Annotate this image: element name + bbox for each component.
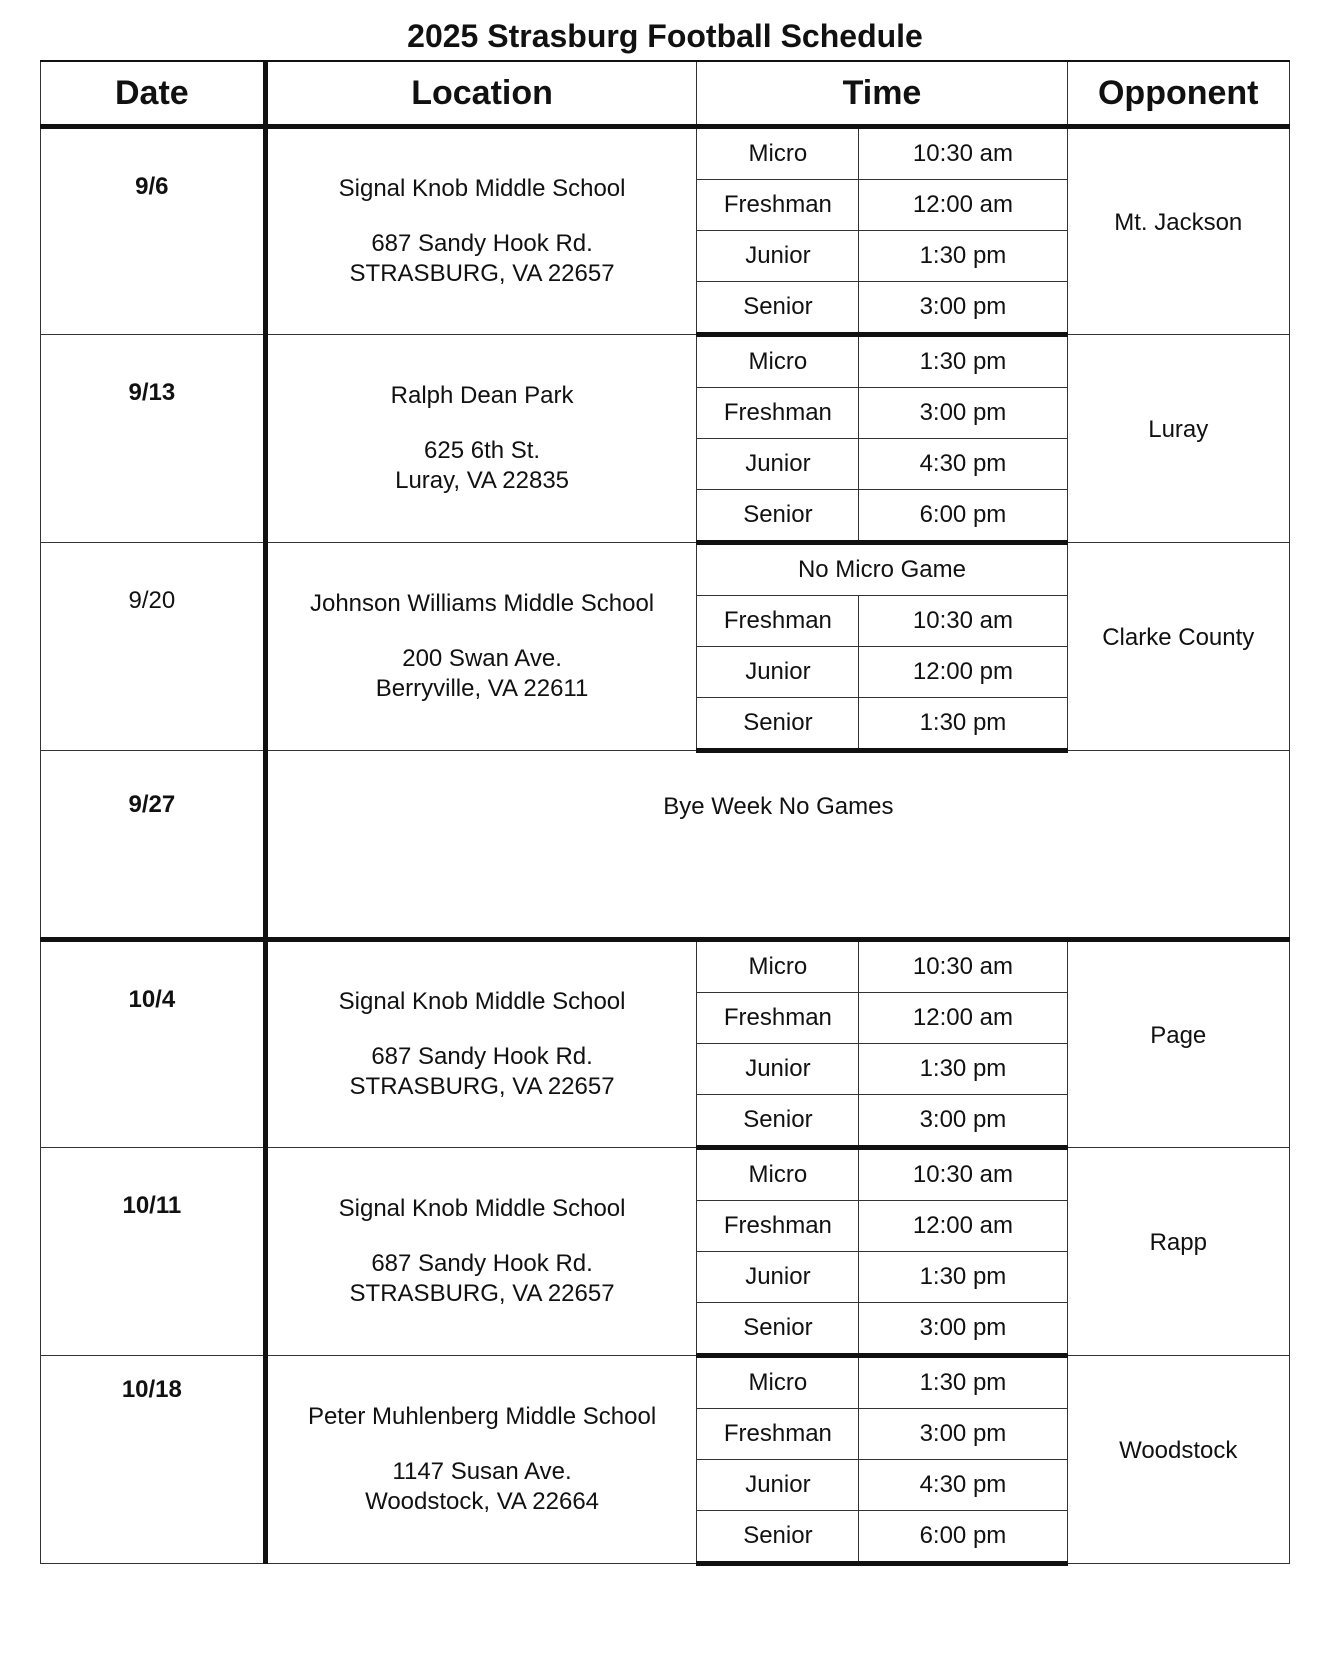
game-time: 3:00 pm [859, 388, 1067, 439]
team-level: Junior [697, 1460, 859, 1511]
table-row [41, 940, 1290, 993]
schedule-body [41, 127, 1290, 1564]
game-time: 3:00 pm [859, 1303, 1067, 1356]
game-date: 9/13 [41, 335, 266, 543]
location-name: Signal Knob Middle School [338, 1194, 626, 1222]
team-level: Junior [697, 1044, 859, 1095]
team-level: Senior [697, 698, 859, 751]
team-level: Junior [697, 439, 859, 490]
header-time: Time [697, 61, 1067, 127]
table-row [41, 335, 1290, 388]
location-city: Berryville, VA 22611 [375, 674, 589, 702]
game-opponent: Luray [1067, 335, 1290, 543]
game-time: 3:00 pm [859, 1409, 1067, 1460]
game-opponent: Clarke County [1067, 543, 1290, 751]
team-level: Freshman [697, 180, 859, 231]
game-time: 1:30 pm [859, 335, 1067, 388]
location-name: Peter Muhlenberg Middle School [307, 1402, 657, 1430]
game-time: 10:30 am [859, 596, 1067, 647]
location-name: Ralph Dean Park [390, 381, 574, 409]
team-level: Junior [697, 231, 859, 282]
game-location [265, 940, 697, 1148]
table-row [41, 543, 1290, 596]
team-level: Micro [697, 1148, 859, 1201]
game-time: 4:30 pm [859, 1460, 1067, 1511]
header-opponent: Opponent [1067, 61, 1290, 127]
game-date: 10/18 [41, 1356, 266, 1564]
game-location [265, 1356, 697, 1564]
table-row [41, 1148, 1290, 1201]
game-location [265, 543, 697, 751]
team-level: Freshman [697, 388, 859, 439]
team-level: Senior [697, 282, 859, 335]
game-location [265, 127, 697, 335]
table-row [41, 1356, 1290, 1409]
team-level: Senior [697, 1303, 859, 1356]
location-city: Luray, VA 22835 [395, 466, 570, 494]
game-date: 9/6 [41, 127, 266, 335]
location-city: STRASBURG, VA 22657 [349, 1279, 615, 1307]
game-time: 6:00 pm [859, 1511, 1067, 1564]
game-opponent: Woodstock [1067, 1356, 1290, 1564]
bye-week-note: Bye Week No Games [265, 751, 1289, 940]
game-time: 12:00 am [859, 180, 1067, 231]
game-time: 3:00 pm [859, 1095, 1067, 1148]
game-time: 10:30 am [859, 1148, 1067, 1201]
game-opponent: Rapp [1067, 1148, 1290, 1356]
game-time: 12:00 am [859, 993, 1067, 1044]
game-date: 10/4 [41, 940, 266, 1148]
location-street: 625 6th St. [424, 436, 541, 464]
header-location: Location [265, 61, 697, 127]
game-time: 1:30 pm [859, 698, 1067, 751]
team-level: Junior [697, 647, 859, 698]
game-location [265, 1148, 697, 1356]
team-level: Freshman [697, 1201, 859, 1252]
game-time: 3:00 pm [859, 282, 1067, 335]
team-level: Senior [697, 1511, 859, 1564]
game-date: 9/20 [41, 543, 266, 751]
game-time: 10:30 am [859, 127, 1067, 180]
bye-week-row [41, 751, 1290, 940]
game-location [265, 335, 697, 543]
header-date: Date [41, 61, 266, 127]
schedule-table [40, 60, 1290, 1566]
game-date: 10/11 [41, 1148, 266, 1356]
location-city: Woodstock, VA 22664 [365, 1487, 600, 1515]
location-name: Signal Knob Middle School [338, 174, 626, 202]
game-time: 6:00 pm [859, 490, 1067, 543]
game-opponent: Page [1067, 940, 1290, 1148]
team-level: Micro [697, 127, 859, 180]
game-time: 1:30 pm [859, 1044, 1067, 1095]
location-street: 1147 Susan Ave. [392, 1457, 572, 1485]
team-level: Freshman [697, 596, 859, 647]
game-time: 12:00 am [859, 1201, 1067, 1252]
team-level: Senior [697, 1095, 859, 1148]
game-time: 1:30 pm [859, 1356, 1067, 1409]
no-micro-game-note: No Micro Game [697, 543, 1067, 596]
header-row [41, 61, 1290, 127]
game-opponent: Mt. Jackson [1067, 127, 1290, 335]
page-title: 2025 Strasburg Football Schedule [407, 18, 923, 54]
table-row [41, 127, 1290, 180]
location-name: Signal Knob Middle School [338, 987, 626, 1015]
location-street: 687 Sandy Hook Rd. [371, 229, 593, 257]
game-time: 1:30 pm [859, 1252, 1067, 1303]
team-level: Freshman [697, 993, 859, 1044]
game-time: 4:30 pm [859, 439, 1067, 490]
team-level: Junior [697, 1252, 859, 1303]
team-level: Micro [697, 1356, 859, 1409]
team-level: Micro [697, 335, 859, 388]
location-street: 687 Sandy Hook Rd. [371, 1249, 593, 1277]
game-time: 1:30 pm [859, 231, 1067, 282]
game-time: 12:00 pm [859, 647, 1067, 698]
location-city: STRASBURG, VA 22657 [349, 1072, 615, 1100]
team-level: Micro [697, 940, 859, 993]
location-name: Johnson Williams Middle School [309, 589, 655, 617]
team-level: Senior [697, 490, 859, 543]
game-time: 10:30 am [859, 940, 1067, 993]
team-level: Freshman [697, 1409, 859, 1460]
location-city: STRASBURG, VA 22657 [349, 259, 615, 287]
location-street: 200 Swan Ave. [402, 644, 562, 672]
game-date: 9/27 [41, 751, 266, 940]
location-street: 687 Sandy Hook Rd. [371, 1042, 593, 1070]
